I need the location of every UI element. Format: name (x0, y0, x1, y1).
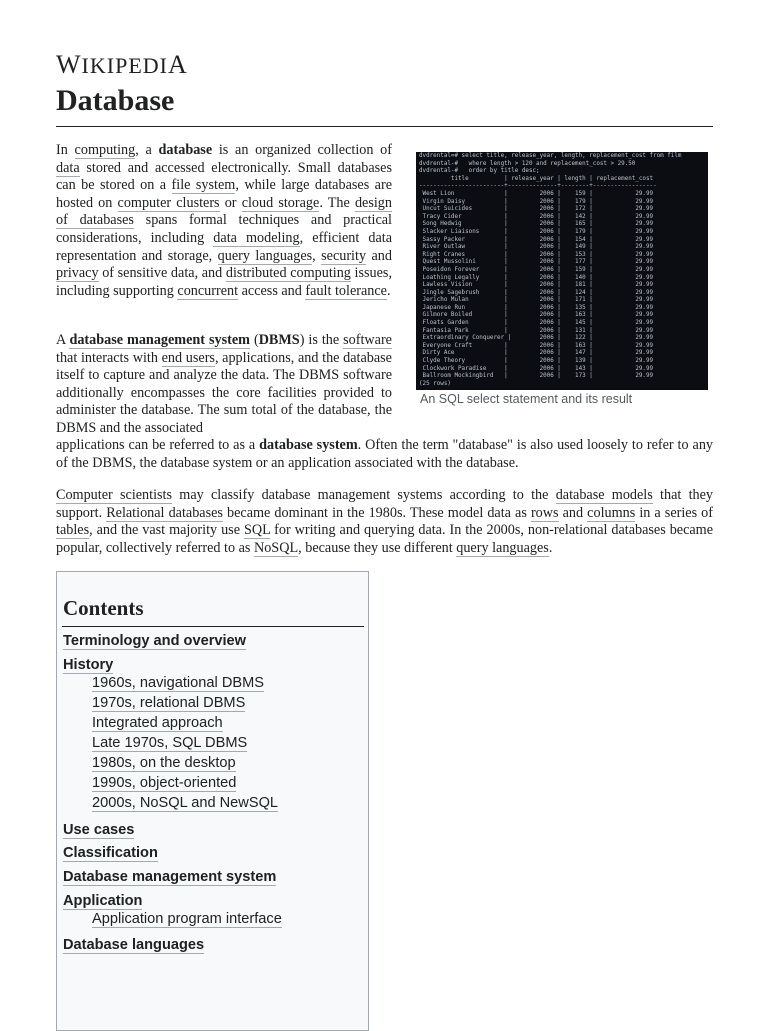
sql-screenshot-image[interactable] (416, 152, 708, 390)
terminal-output: dvdrental=# select title, release_year, length, replacement_cost from film dvdrental-# where length > 120 and replacement_cost > 29.50 dvdrental-# order by title desc; title | release_year | length | replacement_cost ------------------------+--------------+--------+------------------ West Lion | 2006 | 159 | 29.99 Virgin Daisy | 2006 | 179 | 29.99 Uncut Suicides | 2006 | 172 | 29.99 Tracy Cider | 2006 | 142 | 29.99 Song Hedwig | 2006 | 165 | 29.99 Slacker Liaisons | 2006 | 179 | 29.99 Sassy Packer | 2006 | 154 | 29.99 River Outlaw | 2006 | 149 | 29.99 Right Cranes | 2006 | 153 | 29.99 Quest Mussolini | 2006 | 177 | 29.99 Poseidon Forever | 2006 | 159 | 29.99 Loathing Legally | 2006 | 140 | 29.99 Lawless Vision | 2006 | 181 | 29.99 Jingle Sagebrush | 2006 | 124 | 29.99 Jericho Mulan | 2006 | 171 | 29.99 Japanese Run | 2006 | 135 | 29.99 Gilmore Boiled | 2006 | 163 | 29.99 Floats Garden | 2006 | 145 | 29.99 Fantasia Park | 2006 | 131 | 29.99 Extraordinary Conquerer | 2006 | 122 | 29.99 Everyone Craft | 2006 | 163 | 29.99 Dirty Ace | 2006 | 147 | 29.99 Clyde Theory | 2006 | 139 | 29.99 Clockwork Paradise | 2006 | 143 | 29.99 Ballroom Mockingbird | 2006 | 173 | 29.99 (25 rows) (419, 153, 682, 387)
link-data-modeling[interactable]: data modeling (213, 229, 300, 246)
link-fault-tolerance[interactable]: fault tolerance (305, 282, 387, 299)
link-file-system[interactable]: file system (171, 177, 236, 194)
link-security[interactable]: security (321, 247, 367, 264)
link-rows[interactable]: rows (530, 504, 559, 521)
toc-item[interactable]: Use cases (63, 822, 135, 838)
link-sql[interactable]: SQL (243, 522, 271, 539)
classification-paragraph: Computer scientists may classify database management systems according to the database models that they support. Relational databases became dominant in the 1980s. These model data as rows and columns in a series of tables, and the vast majority use SQL for writing and querying data. In the 2000s, non-relational databases became popular, collectively referred to as NoSQL, because they use different query languages. (56, 487, 714, 556)
link-data[interactable]: data (56, 159, 80, 176)
toc-subitem[interactable]: Late 1970s, SQL DBMS (92, 735, 248, 751)
toc-subitem[interactable]: 1970s, relational DBMS (92, 695, 246, 711)
toc-item[interactable]: Terminology and overview (63, 633, 247, 649)
link-privacy[interactable]: privacy (56, 265, 99, 282)
title-divider (56, 126, 713, 127)
link-computer-clusters[interactable]: computer clusters (117, 194, 220, 211)
link-computer-scientists[interactable]: Computer scientists (56, 487, 173, 503)
toc-subitem[interactable]: Integrated approach (92, 715, 223, 731)
toc-divider (62, 626, 364, 627)
link-columns[interactable]: columns (587, 504, 636, 521)
toc-subitem[interactable]: 1960s, navigational DBMS (92, 675, 264, 691)
link-concurrent[interactable]: concurrent (177, 282, 239, 299)
dbms-paragraph-continued: applications can be referred to as a database system. Often the term "database" is also used loosely to refer to any of the DBMS, the database system or an application associated with the database. (56, 437, 714, 471)
link-query-languages-2[interactable]: query languages (456, 539, 549, 556)
link-cloud-storage[interactable]: cloud storage (241, 194, 320, 211)
toc-item[interactable]: Database management system (63, 869, 277, 885)
link-software[interactable]: software (343, 332, 392, 348)
wordmark-initial: W (56, 50, 82, 79)
link-nosql[interactable]: NoSQL (253, 539, 299, 556)
toc-item[interactable]: History (63, 657, 114, 673)
toc-item[interactable]: Application (63, 893, 143, 909)
wordmark-final: A (167, 50, 188, 79)
toc-subitem[interactable]: 1990s, object-oriented (92, 775, 237, 791)
toc-subitem[interactable]: 1980s, on the desktop (92, 755, 236, 771)
link-end-users[interactable]: end users (161, 349, 215, 366)
link-database-models[interactable]: database models (555, 487, 653, 503)
page-title: Database (56, 84, 175, 117)
link-relational-databases[interactable]: Relational databases (106, 504, 223, 521)
toc-subitem[interactable]: Application program interface (92, 911, 282, 927)
wikipedia-wordmark[interactable] (56, 50, 188, 80)
link-query-languages[interactable]: query languages (217, 247, 313, 264)
toc-item[interactable]: Database languages (63, 937, 205, 953)
link-tables[interactable]: tables (56, 522, 90, 539)
toc-subitem[interactable]: 2000s, NoSQL and NewSQL (92, 795, 279, 811)
link-computing[interactable]: computing (74, 142, 136, 158)
dbms-paragraph: A database management system (DBMS) is the software that interacts with end users, applications, and the database itself to capture and analyze the data. The DBMS software additionally encompasses the core facilities provided to administer the database. The sum total of the database, the DBMS and the associated (56, 332, 392, 436)
link-database-management-system[interactable]: database management system (69, 332, 250, 348)
link-design-of-databases[interactable]: design of databases (56, 194, 392, 229)
table-of-contents (56, 571, 369, 1031)
intro-paragraph: In computing, a database is an organized collection of data stored and accessed electronically. Small databases can be stored on a file system, while large databases are hosted on computer clusters or cloud storage. The design of databases spans formal techniques and practical considerations, including data modeling, efficient data representation and storage, query languages, security and privacy of sensitive data, and distributed computing issues, including supporting concurrent access and fault tolerance. (56, 142, 392, 299)
toc-item[interactable]: Classification (63, 845, 158, 861)
image-caption: An SQL select statement and its result (420, 392, 633, 406)
link-distributed-computing[interactable]: distributed computing (225, 265, 351, 282)
toc-title: Contents (63, 596, 144, 620)
wordmark-middle: IKIPEDI (81, 53, 168, 78)
